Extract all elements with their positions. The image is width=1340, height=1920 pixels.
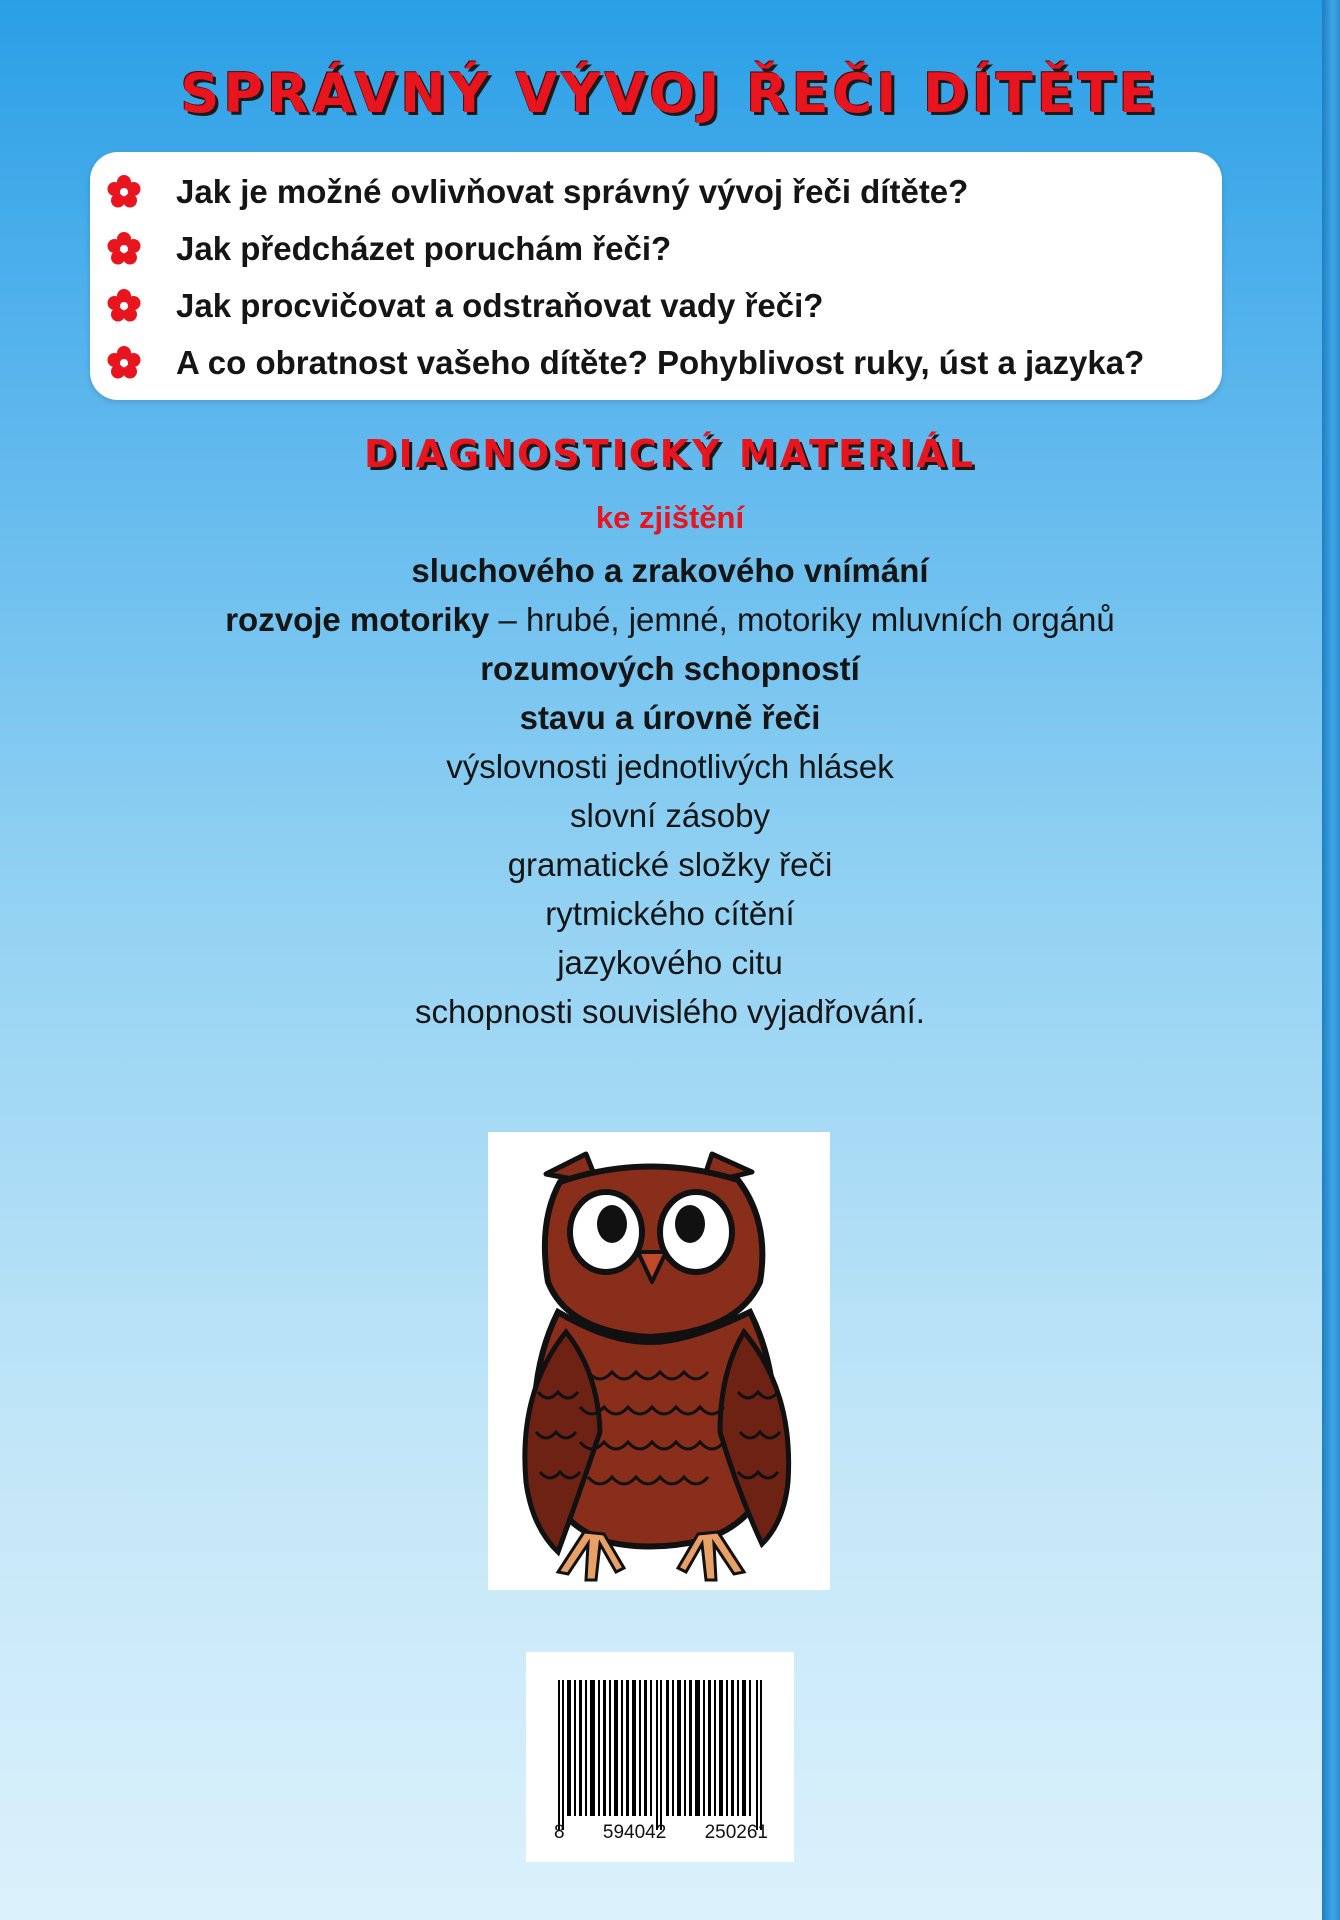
barcode [526,1652,794,1862]
diagnostic-line: schopnosti souvislého vyjadřování. [415,993,925,1030]
barcode-digits-right: 250261 [704,1822,768,1843]
page-title: SPRÁVNÝ VÝVOJ ŘEČI DÍTĚTE [180,62,1160,125]
diagnostic-line: sluchového a zrakového vnímání [411,552,929,589]
diagnostic-line-rest: – hrubé, jemné, motoriky mluvních orgánů [489,601,1115,638]
diagnostic-line-motorika [0,601,1340,639]
diagnostic-line: rozumových schopností [480,650,860,687]
diagnostic-title: DIAGNOSTICKÝ MATERIÁL [363,432,977,476]
barcode-digit-first: 8 [554,1822,565,1843]
diagnostic-line: slovní zásoby [570,797,770,834]
barcode-bars [556,1680,764,1830]
diagnostic-line: gramatické složky řeči [507,846,833,883]
questions-box [90,152,1222,400]
red-flower-icon [106,231,142,267]
diagnostic-line: stavu a úrovně řeči [519,699,821,736]
question-item [106,337,1144,389]
diagnostic-subtitle: ke zjištění [595,500,745,535]
barcode-digits-left: 594042 [602,1822,667,1843]
red-flower-icon [106,345,142,381]
diagnostic-line: rytmického cítění [545,895,795,932]
diagnostic-line: výslovnosti jednotlivých hlásek [446,748,894,785]
question-item [106,280,823,332]
question-item [106,223,671,275]
red-flower-icon [106,174,142,210]
barcode-number [554,1822,768,1844]
diagnostic-line: jazykového citu [557,944,783,981]
diagnostic-line-bold: rozvoje motoriky [225,601,490,638]
question-item [106,166,968,218]
owl-illustration [488,1132,830,1590]
owl-panel [488,1132,830,1590]
question-text: A co obratnost vašeho dítěte? Pohyblivost ruky, úst a jazyka? [176,344,1145,381]
question-text: Jak procvičovat a odstraňovat vady řeči? [176,287,824,324]
question-text: Jak předcházet poruchám řeči? [176,230,672,267]
red-flower-icon [106,288,142,324]
question-text: Jak je možné ovlivňovat správný vývoj řeči dítěte? [176,173,969,210]
